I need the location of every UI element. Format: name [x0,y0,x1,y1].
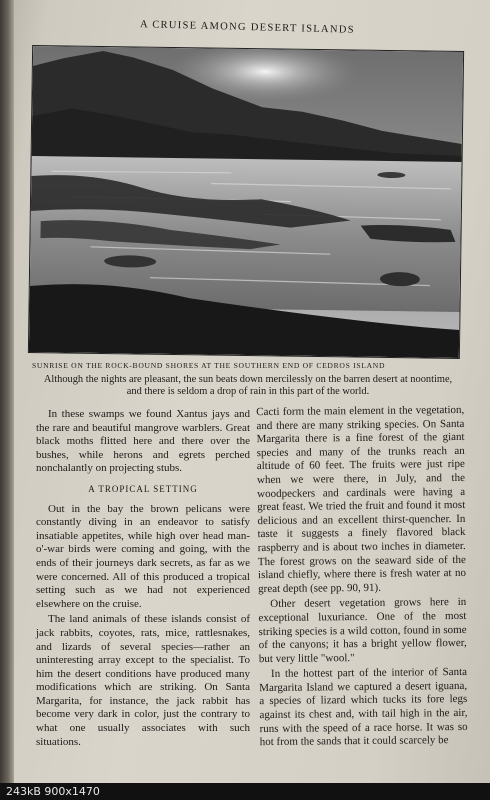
paragraph: Out in the bay the brown pelicans were constantly diving in an endeavor to satisfy insatiable appetites, while high over head man-o'-war birds were coming and going, with the ends of their journeys dark secrets, as far as we were concerned. All of this produced a tropical setting such as we had not experienced elsewhere on the cruise. [36,502,250,610]
sunrise-photograph [28,45,464,359]
image-info-bar [0,783,490,800]
paragraph: Other desert vegetation grows here in exceptional luxuriance. One of the most striking species is a wild cotton, found in some of the canyons; it has a bright yellow flower, but very little "wool." [258,596,467,665]
right-text-column [256,404,468,750]
figure-caption-title: SUNRISE ON THE ROCK-BOUND SHORES AT THE SOUTHERN END OF CEDROS ISLAND [32,361,386,370]
paragraph: In these swamps we found Xantus jays and the rare and beautiful mangrove warblers. Great black moths flitted here and there over the bushes, while herons and egrets perched nonchalantly on projecting stubs. [36,408,250,475]
image-info-text: 243kB 900x1470 [6,785,100,798]
left-text-column [36,408,250,749]
paragraph: The land animals of these islands consist of jack rabbits, coyotes, rats, mice, rattlesnakes, and lizards of several species—rather an uninteresting array except to the specialist. To him the desert conditions have produced many modifications which are striking. On Santa Margarita, for instance, the jack rabbit has become very dark in color, just the contrary to what one usually associates with such situations. [36,613,250,748]
book-spine-shadow [0,0,14,800]
section-heading: A TROPICAL SETTING [88,483,198,494]
figure-caption-text: Although the nights are pleasant, the sun beats down mercilessly on the barren desert at noontime, and there is seldom a drop of rain in this part of the world. [43,374,453,397]
paragraph: Cacti form the main element in the vegetation, and there are many striking species. On Santa Margarita there is a fine forest of the giant species and many of the trunks reach an altitude of 60 feet. The fruits were just ripe when we were there, in July, and the woodpeckers and cardinals were having a great feast. We tried the fruit and found it most delicious and an excellent thirst-quencher. In taste it suggests a finely flavored black raspberry and is about two inches in diameter. The forest grows on the seaward side of the island chiefly, where there is fresh water at no great depth (see pp. 90, 91). [256,403,467,595]
paragraph: In the hottest part of the interior of Santa Margarita Island we captured a desert iguana, a species of lizard which tucks its fore legs against its chest and, with tail high in the air, runs with the speed of a race horse. It was so hot from the sands that it could scarcely be [259,666,468,749]
running-title: A CRUISE AMONG DESERT ISLANDS [139,19,355,36]
